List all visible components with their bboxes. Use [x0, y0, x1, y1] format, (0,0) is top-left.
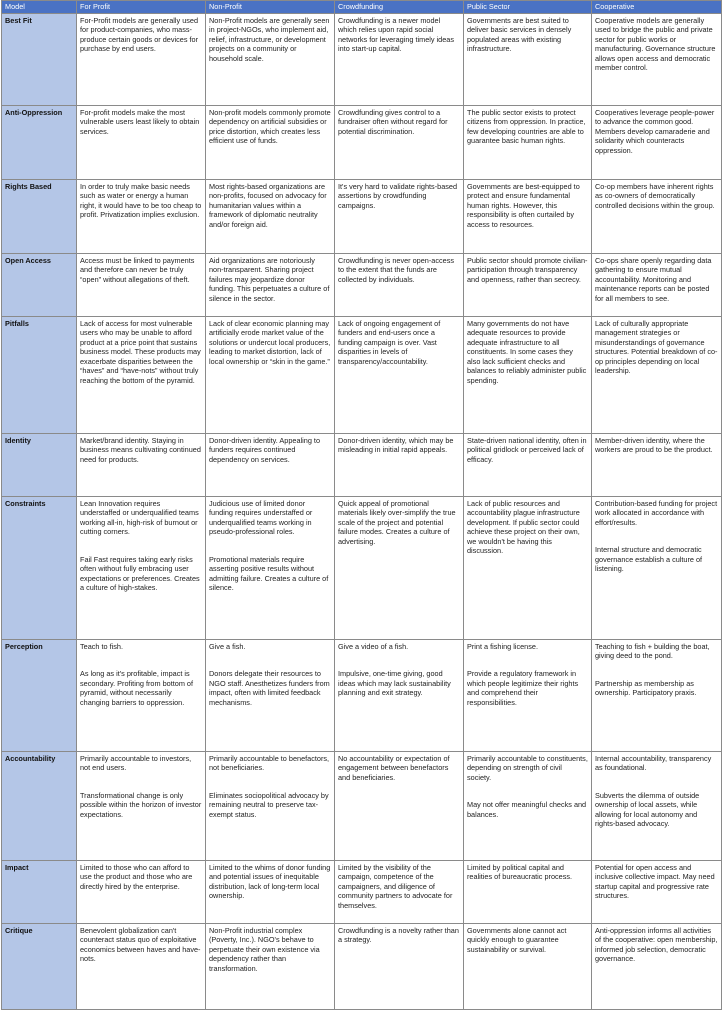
- cell-text: Market/brand identity. Staying in business means cultivating continued need for products.: [80, 436, 201, 464]
- cell-text: Donor-driven identity. Appealing to funders requires continued dependency on services.: [209, 436, 321, 464]
- table-cell: [335, 14, 464, 106]
- cell-text: Limited by the visibility of the campaign, competence of the campaigners, and diligence of community partners to advocate for themselves.: [338, 863, 453, 910]
- table-row: [2, 752, 722, 861]
- cell-text: Access must be linked to payments and therefore can never be truly “open” without allegations of theft.: [80, 256, 195, 284]
- cell-text: Lack of ongoing engagement of funders and end-users once a funding campaign is over. Vast disparities in levels of transparency/accountability.: [338, 319, 441, 366]
- cell-text: Donor-driven identity, which may be misleading in initial rapid appeals.: [338, 436, 454, 455]
- table-cell: [592, 14, 722, 106]
- table-cell: [592, 180, 722, 254]
- cell-text: Co-ops share openly regarding data gathering to ensure mutual accountability. Monitoring and maintenance reports can be posted for all members to see.: [595, 256, 712, 303]
- cell-text: Most rights-based organizations are non-profits, focused on advocacy for humanitarian values within a framework of diplomatic neutrality and/or foreign aid.: [209, 182, 327, 229]
- table-cell: [592, 317, 722, 434]
- table-cell: [464, 434, 592, 497]
- row-label: Perception: [2, 640, 77, 752]
- cell-text: Partnership as membership as ownership. Participatory praxis.: [595, 678, 697, 698]
- row-label: Best Fit: [2, 14, 77, 106]
- row-label: Impact: [2, 861, 77, 924]
- cell-text: Contribution-based funding for project work allocated in accordance with effort/results.: [595, 499, 718, 527]
- row-label: Constraints: [2, 497, 77, 640]
- cell-text: Public sector should promote civilian-participation through transparency and openness, rather than secrecy.: [467, 256, 588, 284]
- cell-text: Cooperatives leverage people-power to advance the common good. Members develop camaraderie and solidarity which counteracts oppression.: [595, 108, 715, 155]
- table-cell: [335, 106, 464, 180]
- table-row: [2, 180, 722, 254]
- cell-text: Teaching to fish + building the boat, giving deed to the pond.: [595, 642, 710, 661]
- cell-text: Lack of access for most vulnerable users who may be unable to afford product at a price point that sustains business model. These products may exacerbate disparities between the “haves” and “have-nots” without truly reaching the bottom of the pyramid.: [80, 319, 201, 385]
- table-cell: [206, 180, 335, 254]
- cell-text: Judicious use of limited donor funding requires understaffed or underqualified teams working in pseudo-professional roles.: [209, 499, 313, 537]
- cell-text: Many governments do not have adequate resources to provide adequate infrastructure to all constituents. In some cases they also lack sufficient checks and balances to reliably administer public spending.: [467, 319, 587, 385]
- table-cell: [335, 924, 464, 1010]
- cell-text: Governments are best suited to deliver basic services in densely populated areas with existing infrastructure.: [467, 16, 572, 54]
- table-row: [2, 434, 722, 497]
- table-row: [2, 106, 722, 180]
- table-row: [2, 924, 722, 1010]
- cell-text: Crowdfunding is a newer model which relies upon rapid social networks for leveraging timely ideas into start-up capital.: [338, 16, 454, 54]
- table-cell: [335, 752, 464, 861]
- table-cell: [77, 924, 206, 1010]
- cell-text: May not offer meaningful checks and balances.: [467, 800, 587, 819]
- table-cell: [77, 317, 206, 434]
- cell-text: Transformational change is only possible within the horizon of investor expectations.: [80, 790, 202, 819]
- cell-text: Benevolent globalization can't counteract status quo of exploitative economics between haves and have-nots.: [80, 926, 201, 964]
- table-cell: [464, 497, 592, 640]
- table-cell: [592, 254, 722, 317]
- table-cell: [592, 924, 722, 1010]
- cell-text: Internal accountability, transparency as foundational.: [595, 754, 712, 773]
- cell-text: Crowdfunding gives control to a fundraiser often without regard for potential discrimination.: [338, 108, 448, 136]
- column-header: Crowdfunding: [335, 1, 464, 14]
- cell-text: It's very hard to validate rights-based assertions by crowdfunding campaigns.: [338, 182, 458, 210]
- table-cell: [77, 14, 206, 106]
- table-cell: [335, 640, 464, 752]
- table-cell: [206, 640, 335, 752]
- table-cell: [77, 106, 206, 180]
- cell-text: For-profit models make the most vulnerable users least likely to obtain services.: [80, 108, 200, 136]
- table-cell: [592, 752, 722, 861]
- cell-text: Subverts the dilemma of outside ownership of local assets, while allowing for local autonomy and rights-based advocacy.: [595, 790, 700, 829]
- table-cell: [464, 640, 592, 752]
- table-cell: [206, 254, 335, 317]
- row-label: Identity: [2, 434, 77, 497]
- table-row: [2, 640, 722, 752]
- cell-text: Crowdfunding is a novelty rather than a strategy.: [338, 926, 459, 945]
- cell-text: Lean Innovation requires understaffed or underqualified teams working all-in, high-risk of burnout or cutting corners.: [80, 499, 199, 537]
- table-cell: [592, 106, 722, 180]
- table-cell: [464, 752, 592, 861]
- cell-text: Lack of public resources and accountability plague infrastructure development. If public sector could achieve these project on their own, we wouldn't be having this discussion.: [467, 499, 580, 556]
- cell-text: Lack of culturally appropriate management strategies or misunderstandings of governance structures. Potential breakdown of co-op principles depending on local leadership.: [595, 319, 718, 376]
- table-cell: [335, 254, 464, 317]
- cell-text: The public sector exists to protect citizens from oppression. In practice, few developing countries are able to guarantee basic human rights.: [467, 108, 586, 146]
- table-cell: [77, 180, 206, 254]
- table-cell: [464, 924, 592, 1010]
- cell-text: Potential for open access and inclusive collective impact. May need startup capital and progressive rate structures.: [595, 863, 715, 901]
- cell-text: Primarily accountable to constituents, depending on strength of civil society.: [467, 754, 588, 782]
- table-cell: [335, 317, 464, 434]
- cell-text: Aid organizations are notoriously non-transparent. Sharing project failures may jeopardize donor funding. This perpetuates a culture of silence in the sector.: [209, 256, 330, 303]
- table-cell: [464, 317, 592, 434]
- cell-text: Non-profit models commonly promote dependency on artificial subsidies or price distortion, which creates less efficient use of funds.: [209, 108, 331, 146]
- table-row: [2, 497, 722, 640]
- cell-text: Donors delegate their resources to NGO staff. Anesthetizes funders from impact, often with limited feedback mechanisms.: [209, 669, 330, 707]
- cell-text: State-driven national identity, often in political gridlock or perceived lack of efficacy.: [467, 436, 587, 464]
- cell-text: Quick appeal of promotional materials likely over-simplify the true scale of the project and potential failure modes. Creates a culture of advertising.: [338, 499, 456, 546]
- table-cell: [206, 14, 335, 106]
- table-row: [2, 861, 722, 924]
- cell-text: Impulsive, one-time giving, good ideas which may lack sustainability planning and exit strategy.: [338, 669, 451, 698]
- table-cell: [464, 180, 592, 254]
- column-header: Non-Profit: [206, 1, 335, 14]
- row-label: Anti-Oppression: [2, 106, 77, 180]
- table-cell: [77, 254, 206, 317]
- cell-text: Internal structure and democratic governance establish a culture of listening.: [595, 545, 703, 574]
- cell-text: No accountability or expectation of engagement between benefactors and beneficiaries.: [338, 754, 450, 782]
- cell-text: Provide a regulatory framework in which people legitimize their rights and comprehend their responsibilities.: [467, 669, 579, 707]
- cell-text: Crowdfunding is never open-access to the extent that the funds are collected by individuals.: [338, 256, 455, 284]
- cell-text: Primarily accountable to benefactors, not beneficiaries.: [209, 754, 330, 773]
- cell-text: Co-op members have inherent rights as co-owners of democratically controlled decisions within the group.: [595, 182, 715, 210]
- row-label: Accountability: [2, 752, 77, 861]
- table-cell: [335, 861, 464, 924]
- table-cell: [592, 497, 722, 640]
- table-cell: [335, 180, 464, 254]
- cell-text: Cooperative models are generally used to bridge the public and private sector for public works or manufacturing. Governance structure allows open access and democratic member control.: [595, 16, 716, 73]
- table-cell: [77, 497, 206, 640]
- table-cell: [77, 861, 206, 924]
- table-cell: [464, 254, 592, 317]
- cell-text: Lack of clear economic planning may artificially erode market value of the solutions or undercut local producers, leading to market distortion, lack of local ownership or “skin in the game.”: [209, 319, 331, 366]
- cell-text: Non-Profit models are generally seen in project-NGOs, who implement aid, relief, infrastructure, or development projects on a community or household scale.: [209, 16, 330, 63]
- table-cell: [335, 497, 464, 640]
- column-header: For Profit: [77, 1, 206, 14]
- table-cell: [206, 752, 335, 861]
- cell-text: Governments alone cannot act quickly enough to guarantee sustainability or survival.: [467, 926, 567, 954]
- cell-text: Non-Profit industrial complex (Poverty, Inc.). NGO's behave to perpetuate their own existence via dependency rather than transformation.: [209, 926, 320, 973]
- table-row: [2, 254, 722, 317]
- cell-text: Give a fish.: [209, 642, 246, 651]
- cell-text: Limited to the whims of donor funding and potential issues of inequitable distribution, lack of long-term local ownership.: [209, 863, 331, 901]
- table-cell: [206, 317, 335, 434]
- cell-text: Teach to fish.: [80, 642, 123, 651]
- cell-text: For-Profit models are generally used for product-companies, who mass-produce certain goods or devices for purchase by end users.: [80, 16, 199, 54]
- table-cell: [464, 14, 592, 106]
- column-header: Cooperative: [592, 1, 722, 14]
- cell-text: Print a fishing license.: [467, 642, 538, 651]
- row-label: Pitfalls: [2, 317, 77, 434]
- table-cell: [206, 106, 335, 180]
- table-cell: [592, 434, 722, 497]
- cell-text: Primarily accountable to investors, not end users.: [80, 754, 192, 773]
- table-cell: [206, 924, 335, 1010]
- table-cell: [206, 497, 335, 640]
- cell-text: Limited by political capital and realities of bureaucratic process.: [467, 863, 573, 882]
- table-cell: [77, 434, 206, 497]
- cell-text: Limited to those who can afford to use the product and those who are directly hired by the enterprise.: [80, 863, 193, 891]
- cell-text: Fail Fast requires taking early risks often without fully embracing user expectations or preferences. Creates a culture of high-stakes.: [80, 554, 200, 593]
- cell-text: In order to truly make basic needs such as water or energy a human right, it would have to be too cheap to profit. Privatization implies exclusion.: [80, 182, 202, 220]
- header-row: [2, 1, 722, 14]
- column-header: Public Sector: [464, 1, 592, 14]
- column-header: Model: [2, 1, 77, 14]
- cell-text: Governments are best-equipped to protect and ensure fundamental human rights. However, this responsibility is often curtailed by access to resources.: [467, 182, 580, 229]
- table-cell: [464, 861, 592, 924]
- table-row: [2, 14, 722, 106]
- table-row: [2, 317, 722, 434]
- table-cell: [206, 861, 335, 924]
- cell-text: Member-driven identity, where the workers are proud to be the product.: [595, 436, 713, 455]
- table-cell: [206, 434, 335, 497]
- cell-text: Eliminates sociopolitical advocacy by remaining neutral to preserve tax-exempt status.: [209, 790, 329, 819]
- cell-text: Promotional materials require asserting positive results without admitting failure. Creates a culture of silence.: [209, 554, 329, 593]
- table-cell: [592, 640, 722, 752]
- row-label: Critique: [2, 924, 77, 1010]
- table-cell: [464, 106, 592, 180]
- cell-text: As long as it's profitable, impact is secondary. Profiting from bottom of pyramid, without necessarily changing barriers to oppression.: [80, 669, 194, 707]
- table-cell: [592, 861, 722, 924]
- row-label: Rights Based: [2, 180, 77, 254]
- table-cell: [77, 752, 206, 861]
- cell-text: Anti-oppression informs all activities of the cooperative: open membership, informed job selection, democratic governance.: [595, 926, 718, 964]
- comparison-table: [1, 0, 722, 1010]
- cell-text: Give a video of a fish.: [338, 642, 409, 651]
- table-cell: [335, 434, 464, 497]
- table-cell: [77, 640, 206, 752]
- row-label: Open Access: [2, 254, 77, 317]
